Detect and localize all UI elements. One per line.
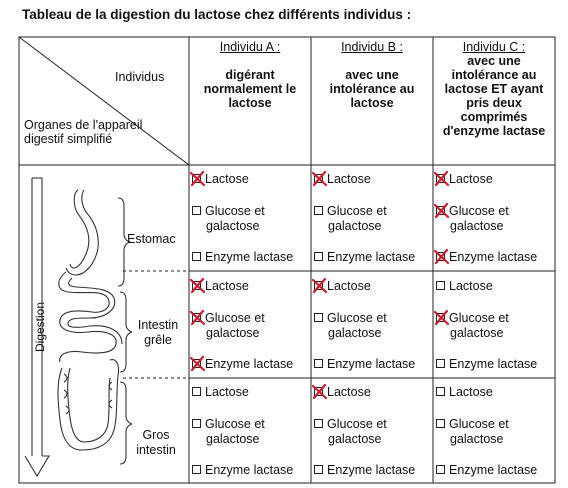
item-label: Glucose et bbox=[327, 417, 387, 431]
checkbox-square bbox=[192, 387, 201, 396]
checkbox-square bbox=[192, 465, 201, 474]
organ-gros-intestin-label: Gros intestin bbox=[136, 428, 176, 457]
item-estomac-a-enzyme bbox=[192, 250, 312, 265]
item-label: Glucose et bbox=[327, 311, 387, 325]
col-header-b bbox=[314, 40, 430, 110]
item-label: Lactose bbox=[449, 279, 493, 293]
item-label: Enzyme lactase bbox=[449, 250, 538, 264]
item-gros-c-glucose bbox=[436, 417, 556, 447]
corner-organes-label: Organes de l'appareil digestif simplifié bbox=[24, 118, 143, 146]
checkbox-square bbox=[192, 419, 201, 428]
item-label: Lactose bbox=[327, 385, 371, 399]
digestion-arrow-label: Digestion bbox=[33, 301, 47, 353]
item-estomac-b-lactose bbox=[314, 172, 434, 187]
checkbox-square bbox=[314, 252, 323, 261]
item-estomac-b-glucose bbox=[314, 204, 434, 234]
item-label-line2: galactose bbox=[328, 219, 382, 233]
col-b-desc: avec une intolérance au lactose bbox=[329, 68, 415, 110]
checkbox-square bbox=[314, 281, 323, 290]
checkbox-square bbox=[314, 419, 323, 428]
checkbox-square bbox=[314, 206, 323, 215]
checkbox-square bbox=[436, 419, 445, 428]
organ-estomac-label: Estomac bbox=[127, 232, 176, 246]
corner-individus-label: Individus bbox=[115, 70, 165, 84]
checkbox-square bbox=[192, 206, 201, 215]
checkbox-square bbox=[436, 359, 445, 368]
item-intestin-a-enzyme bbox=[192, 357, 312, 372]
item-intestin-a-lactose bbox=[192, 279, 312, 294]
item-label: Enzyme lactase bbox=[327, 357, 416, 371]
item-label-line2: galactose bbox=[206, 219, 260, 233]
item-label: Glucose et bbox=[327, 204, 387, 218]
item-label-line2: galactose bbox=[450, 219, 504, 233]
checkbox-square bbox=[436, 465, 445, 474]
cross-mark-icon bbox=[433, 248, 450, 265]
item-label: Enzyme lactase bbox=[205, 357, 294, 371]
col-header-a bbox=[192, 40, 308, 110]
item-label-line2: galactose bbox=[206, 326, 260, 340]
item-label: Glucose et bbox=[205, 204, 265, 218]
item-estomac-c-lactose bbox=[436, 172, 556, 187]
col-header-c bbox=[436, 40, 552, 138]
item-label: Enzyme lactase bbox=[205, 463, 294, 477]
cross-mark-icon bbox=[311, 277, 328, 294]
item-intestin-b-glucose bbox=[314, 311, 434, 341]
page-title: Tableau de la digestion du lactose chez différents individus : bbox=[22, 7, 412, 22]
checkbox-square bbox=[314, 387, 323, 396]
item-estomac-c-enzyme bbox=[436, 250, 556, 265]
checkbox-square bbox=[314, 359, 323, 368]
cross-mark-icon bbox=[311, 383, 328, 400]
item-label: Glucose et bbox=[449, 417, 509, 431]
item-gros-c-lactose bbox=[436, 385, 556, 400]
cross-mark-icon bbox=[189, 170, 206, 187]
checkbox-square bbox=[314, 313, 323, 322]
item-label: Lactose bbox=[449, 172, 493, 186]
checkbox-square bbox=[192, 174, 201, 183]
cross-mark-icon bbox=[189, 309, 206, 326]
item-label: Lactose bbox=[205, 385, 249, 399]
item-label: Lactose bbox=[327, 172, 371, 186]
item-label-line2: galactose bbox=[450, 432, 504, 446]
item-label: Glucose et bbox=[449, 311, 509, 325]
item-label: Lactose bbox=[205, 172, 249, 186]
item-gros-b-lactose bbox=[314, 385, 434, 400]
item-label: Enzyme lactase bbox=[449, 463, 538, 477]
item-label: Enzyme lactase bbox=[327, 250, 416, 264]
item-gros-a-glucose bbox=[192, 417, 312, 447]
cross-mark-icon bbox=[189, 277, 206, 294]
checkbox-square bbox=[436, 174, 445, 183]
checkbox-square bbox=[192, 281, 201, 290]
checkbox-square bbox=[436, 387, 445, 396]
item-label: Enzyme lactase bbox=[205, 250, 294, 264]
checkbox-square bbox=[314, 174, 323, 183]
item-label-line2: galactose bbox=[206, 432, 260, 446]
item-gros-b-enzyme bbox=[314, 463, 434, 478]
col-c-desc: avec une intolérance au lactose ET ayant pris deux comprimés d'enzyme lactase bbox=[442, 54, 546, 138]
item-estomac-a-glucose bbox=[192, 204, 312, 234]
item-gros-a-lactose bbox=[192, 385, 312, 400]
item-estomac-a-lactose bbox=[192, 172, 312, 187]
item-label-line2: galactose bbox=[328, 326, 382, 340]
col-c-name: Individu C : bbox=[462, 40, 526, 54]
item-label: Glucose et bbox=[205, 417, 265, 431]
checkbox-square bbox=[436, 252, 445, 261]
cross-mark-icon bbox=[189, 355, 206, 372]
item-label: Glucose et bbox=[205, 311, 265, 325]
item-gros-b-glucose bbox=[314, 417, 434, 447]
cross-mark-icon bbox=[433, 202, 450, 219]
item-label: Lactose bbox=[205, 279, 249, 293]
checkbox-square bbox=[192, 313, 201, 322]
item-gros-c-enzyme bbox=[436, 463, 556, 478]
item-label: Enzyme lactase bbox=[327, 463, 416, 477]
checkbox-square bbox=[436, 206, 445, 215]
col-b-name: Individu B : bbox=[341, 40, 403, 54]
cross-mark-icon bbox=[433, 309, 450, 326]
item-intestin-c-lactose bbox=[436, 279, 556, 294]
checkbox-square bbox=[314, 465, 323, 474]
checkbox-square bbox=[436, 313, 445, 322]
item-label: Glucose et bbox=[449, 204, 509, 218]
item-label: Lactose bbox=[327, 279, 371, 293]
item-estomac-b-enzyme bbox=[314, 250, 434, 265]
checkbox-square bbox=[192, 359, 201, 368]
item-estomac-c-glucose bbox=[436, 204, 556, 234]
item-intestin-c-enzyme bbox=[436, 357, 556, 372]
checkbox-square bbox=[436, 281, 445, 290]
item-intestin-a-glucose bbox=[192, 311, 312, 341]
cross-mark-icon bbox=[311, 170, 328, 187]
item-intestin-b-enzyme bbox=[314, 357, 434, 372]
item-label-line2: galactose bbox=[328, 432, 382, 446]
organ-intestin-grele-label: Intestin grêle bbox=[137, 318, 179, 347]
item-label: Lactose bbox=[449, 385, 493, 399]
item-label: Enzyme lactase bbox=[449, 357, 538, 371]
item-label-line2: galactose bbox=[450, 326, 504, 340]
cross-mark-icon bbox=[433, 170, 450, 187]
item-intestin-c-glucose bbox=[436, 311, 556, 341]
checkbox-square bbox=[192, 252, 201, 261]
item-gros-a-enzyme bbox=[192, 463, 312, 478]
item-intestin-b-lactose bbox=[314, 279, 434, 294]
col-a-desc: digérant normalement le lactose bbox=[203, 68, 297, 110]
col-a-name: Individu A : bbox=[219, 40, 281, 54]
